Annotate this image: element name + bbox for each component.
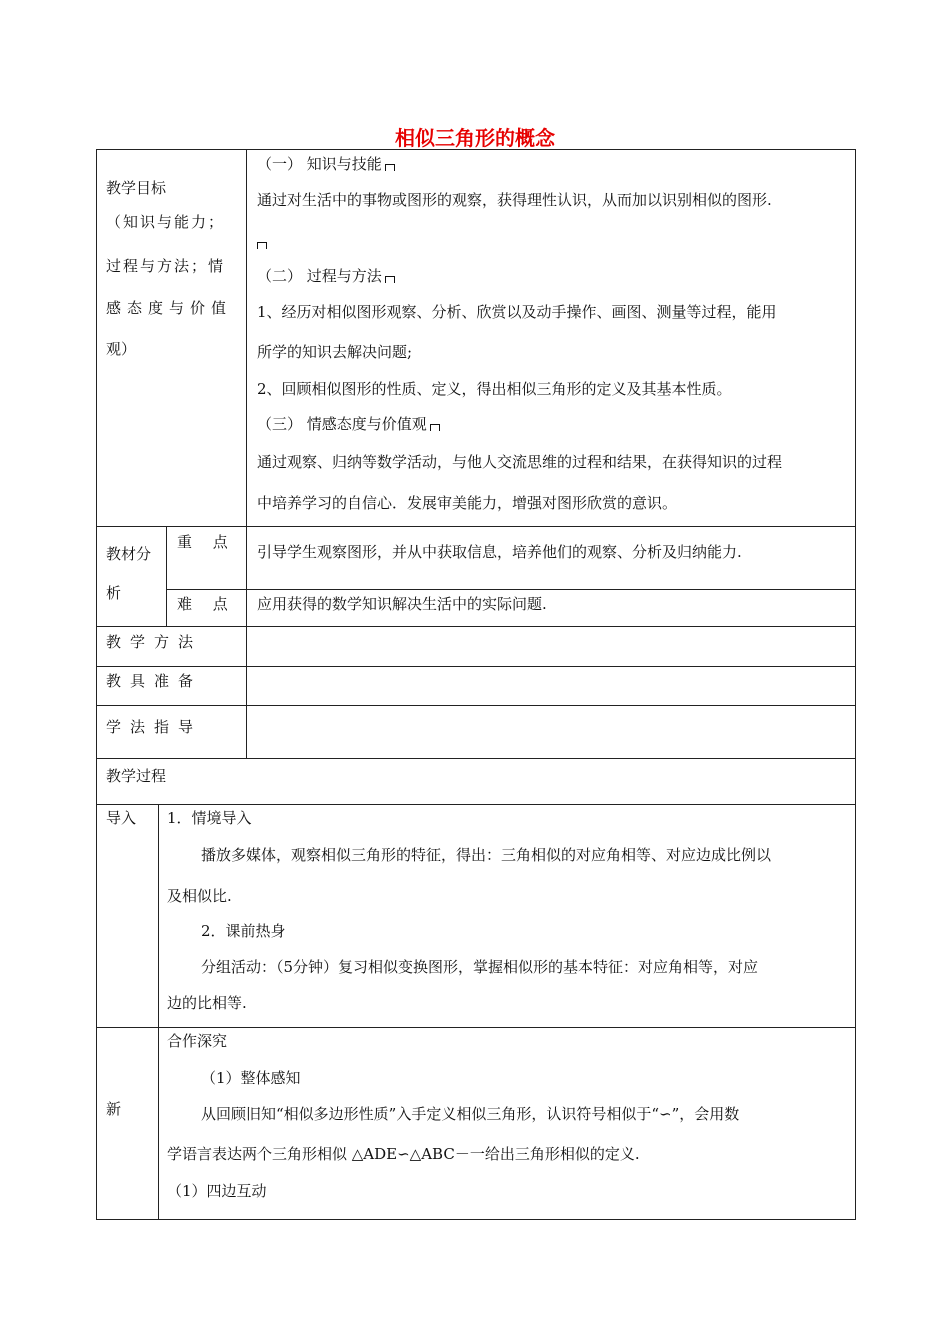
intro-line: 分组活动：（5分钟）复习相似变换图形，掌握相似形的基本特征：对应角相等，对应 [201, 958, 759, 976]
process-label: 教学过程 [106, 767, 167, 785]
page-title: 相似三角形的概念 [395, 126, 555, 150]
new-line: （1）整体感知 [201, 1069, 301, 1087]
hook-mark-icon [385, 164, 395, 171]
section-heading: （三） 情感态度与价值观 [257, 414, 440, 434]
new-line: 合作深究 [167, 1032, 228, 1050]
objectives-label-line: 教学目标 [106, 179, 167, 197]
section-line: 2、回顾相似图形的性质、定义，得出相似三角形的定义及其基本性质。 [257, 380, 732, 398]
intro-content-cell [158, 804, 856, 1028]
study-content-cell [246, 705, 856, 759]
intro-line: 及相似比. [167, 887, 232, 905]
hook-mark-line [257, 232, 267, 252]
hook-mark-icon [385, 276, 395, 283]
new-line: 从回顾旧知“相似多边形性质”入手定义相似三角形，认识符号相似于“∽”，会用数 [201, 1105, 740, 1123]
intro-line: 边的比相等. [167, 994, 247, 1012]
objectives-label-line: 过程与方法；情 [106, 257, 226, 275]
method-content-cell [246, 626, 856, 667]
hook-mark-icon [430, 424, 440, 431]
section-line: 中培养学习的自信心．发展审美能力，增强对图形欣赏的意识。 [257, 494, 678, 512]
objectives-label-line: 感态度与价值 [106, 299, 233, 317]
objectives-label-line: 观） [106, 340, 137, 358]
section-heading: （二） 过程与方法 [257, 266, 395, 286]
objectives-label-line: （知识与能力； [106, 213, 226, 231]
new-label: 新 [106, 1100, 122, 1118]
difficulty-label: 难 点 [177, 595, 236, 613]
section-line: 通过对生活中的事物或图形的观察，获得理性认识，从而加以识别相似的图形. [257, 191, 772, 209]
new-line: 学语言表达两个三角形相似 △ADE∽△ABC－一给出三角形相似的定义. [167, 1145, 640, 1163]
objectives-label-cell [96, 149, 247, 527]
method-label: 教学方法 [106, 633, 203, 651]
key-label: 重 点 [177, 533, 236, 551]
analysis-label-cell [96, 526, 167, 627]
hook-mark-icon [257, 242, 267, 249]
tools-label: 教具准备 [106, 672, 203, 690]
analysis-label-line: 析 [106, 584, 122, 602]
new-label-cell [96, 1027, 159, 1220]
intro-line: 播放多媒体，观察相似三角形的特征，得出：三角相似的对应角相等、对应边成比例以 [201, 846, 772, 864]
section-line: 所学的知识去解决问题; [257, 343, 413, 361]
section-line: 通过观察、归纳等数学活动，与他人交流思维的过程和结果，在获得知识的过程 [257, 453, 783, 471]
intro-line: 2．课前热身 [201, 922, 286, 940]
section-heading: （一） 知识与技能 [257, 154, 395, 174]
key-text: 引导学生观察图形，并从中获取信息，培养他们的观察、分析及归纳能力. [257, 543, 742, 561]
process-cell [96, 758, 856, 805]
new-line: （1）四边互动 [167, 1182, 267, 1200]
intro-label: 导入 [106, 809, 137, 827]
intro-line: 1．情境导入 [167, 809, 252, 827]
tools-content-cell [246, 666, 856, 706]
section-line: 1、经历对相似图形观察、分析、欣赏以及动手操作、画图、测量等过程，能用 [257, 303, 777, 321]
intro-label-cell [96, 804, 159, 1028]
study-label: 学法指导 [106, 718, 203, 736]
analysis-label-line: 教材分 [106, 545, 152, 563]
difficulty-text: 应用获得的数学知识解决生活中的实际问题. [257, 595, 547, 613]
